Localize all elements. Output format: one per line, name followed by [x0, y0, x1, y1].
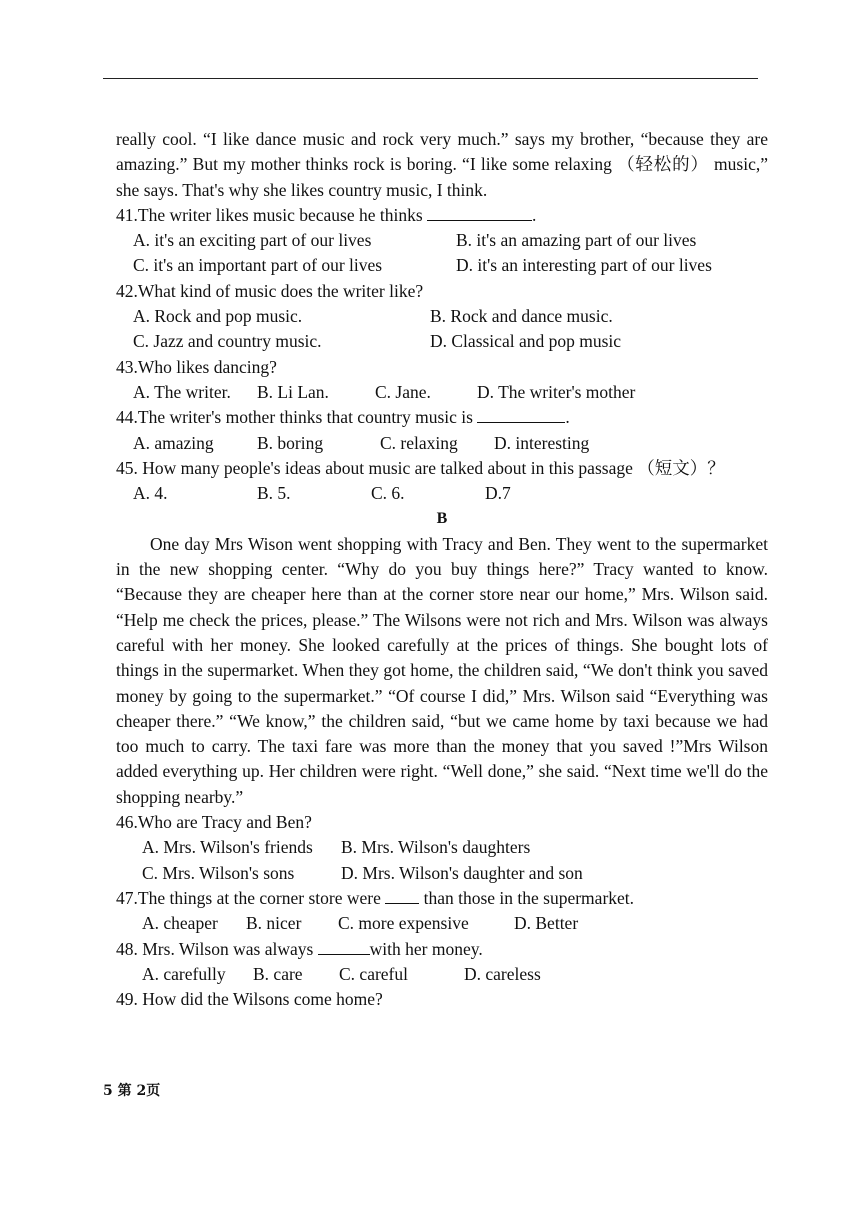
option-c: C. more expensive: [338, 913, 469, 934]
answer-blank: [385, 889, 419, 904]
question-45-stem: 45. How many people's ideas about music are talked about in this passage （短文）？: [116, 457, 725, 478]
option-c: C. Jane.: [375, 381, 431, 402]
option-a: A. 4.: [133, 483, 168, 504]
option-d: D. careless: [464, 963, 541, 984]
answer-blank: [318, 940, 370, 955]
question-44-stem: 44.The writer's mother thinks that country music is .: [116, 407, 570, 428]
passage-a-tail: really cool. “I like dance music and rock very much.” says my brother, “because they are amazing.” But my mother thinks rock is boring. “I like some relaxing （轻松的） music,” she says. That's why she likes country music, I think.: [116, 129, 768, 200]
option-b: B. Mrs. Wilson's daughters: [341, 837, 531, 858]
question-47-options: [116, 911, 768, 936]
option-a: A. Mrs. Wilson's friends: [142, 837, 313, 858]
option-b: B. care: [253, 963, 303, 984]
option-d: D. interesting: [494, 432, 590, 453]
question-42-stem: 42.What kind of music does the writer like?: [116, 280, 424, 301]
option-c: C. Jazz and country music.: [133, 331, 322, 352]
option-b: B. it's an amazing part of our lives: [456, 230, 697, 251]
option-b: B. Li Lan.: [257, 381, 329, 402]
question-43-stem: 43.Who likes dancing?: [116, 356, 277, 377]
question-47-stem: 47.The things at the corner store were than those in the supermarket.: [116, 887, 635, 908]
option-d: D.7: [485, 483, 511, 504]
option-d: D. it's an interesting part of our lives: [456, 255, 712, 276]
option-d: D. The writer's mother: [477, 381, 636, 402]
option-a: A. carefully: [142, 963, 226, 984]
exam-page: [116, 127, 768, 1012]
question-48-stem: 48. Mrs. Wilson was always with her money.: [116, 938, 483, 959]
question-42-options-row-1: [116, 304, 768, 329]
answer-blank: [477, 408, 565, 423]
option-a: A. cheaper: [142, 913, 218, 934]
option-c: C. it's an important part of our lives: [133, 255, 383, 276]
question-46-options-row-2: [116, 861, 768, 886]
question-46-stem: 46.Who are Tracy and Ben?: [116, 812, 312, 833]
question-42-options-row-2: [116, 329, 768, 354]
option-a: A. amazing: [133, 432, 214, 453]
option-b: B. Rock and dance music.: [430, 306, 613, 327]
answer-blank: [427, 206, 532, 221]
option-b: B. 5.: [257, 483, 291, 504]
option-a: A. The writer.: [133, 381, 231, 402]
question-41-options-row-1: [116, 228, 768, 253]
option-c: C. careful: [339, 963, 408, 984]
header-rule: [103, 78, 758, 79]
option-a: A. Rock and pop music.: [133, 306, 303, 327]
question-41-options-row-2: [116, 253, 768, 278]
option-c: C. Mrs. Wilson's sons: [142, 862, 295, 883]
question-48-options: [116, 962, 768, 987]
question-49-stem: 49. How did the Wilsons come home?: [116, 989, 383, 1010]
question-44-options: [116, 431, 768, 456]
question-46-options-row-1: [116, 835, 768, 860]
passage-b: One day Mrs Wison went shopping with Tracy and Ben. They went to the supermarket in the new shopping center. “Why do you buy things here?” Tracy wanted to know. “Because they are cheaper here than at the corner store near our home,” Mrs. Wilson said. “Help me check the prices, please.” The Wilsons were not rich and Mrs. Wilson was always careful with her money. She looked carefully at the prices of things. She bought lots of things in the supermarket. When they got home, the children said, “We don't think you saved money by going to the supermarket.” “Of course I did,” Mrs. Wilson said “Everything was cheaper there.” “We know,” the children said, “but we came home by taxi because we had too much to carry. The taxi fare was more than the money that you saved !”Mrs Wilson added everything up. Her children were right. “Well done,” she said. “Next time we'll do the shopping nearby.”: [116, 533, 768, 807]
section-b-heading: B: [436, 510, 448, 528]
question-45-options: [116, 481, 768, 506]
option-b: B. nicer: [246, 913, 302, 934]
option-a: A. it's an exciting part of our lives: [133, 230, 372, 251]
option-d: D. Mrs. Wilson's daughter and son: [341, 862, 583, 883]
option-b: B. boring: [257, 432, 324, 453]
question-43-options: [116, 380, 768, 405]
option-d: D. Classical and pop music: [430, 331, 622, 352]
option-d: D. Better: [514, 913, 579, 934]
option-c: C. 6.: [371, 483, 405, 504]
option-c: C. relaxing: [380, 432, 458, 453]
page-number: 5 第 2页: [103, 1083, 161, 1099]
question-41-stem: 41.The writer likes music because he thinks .: [116, 204, 537, 225]
